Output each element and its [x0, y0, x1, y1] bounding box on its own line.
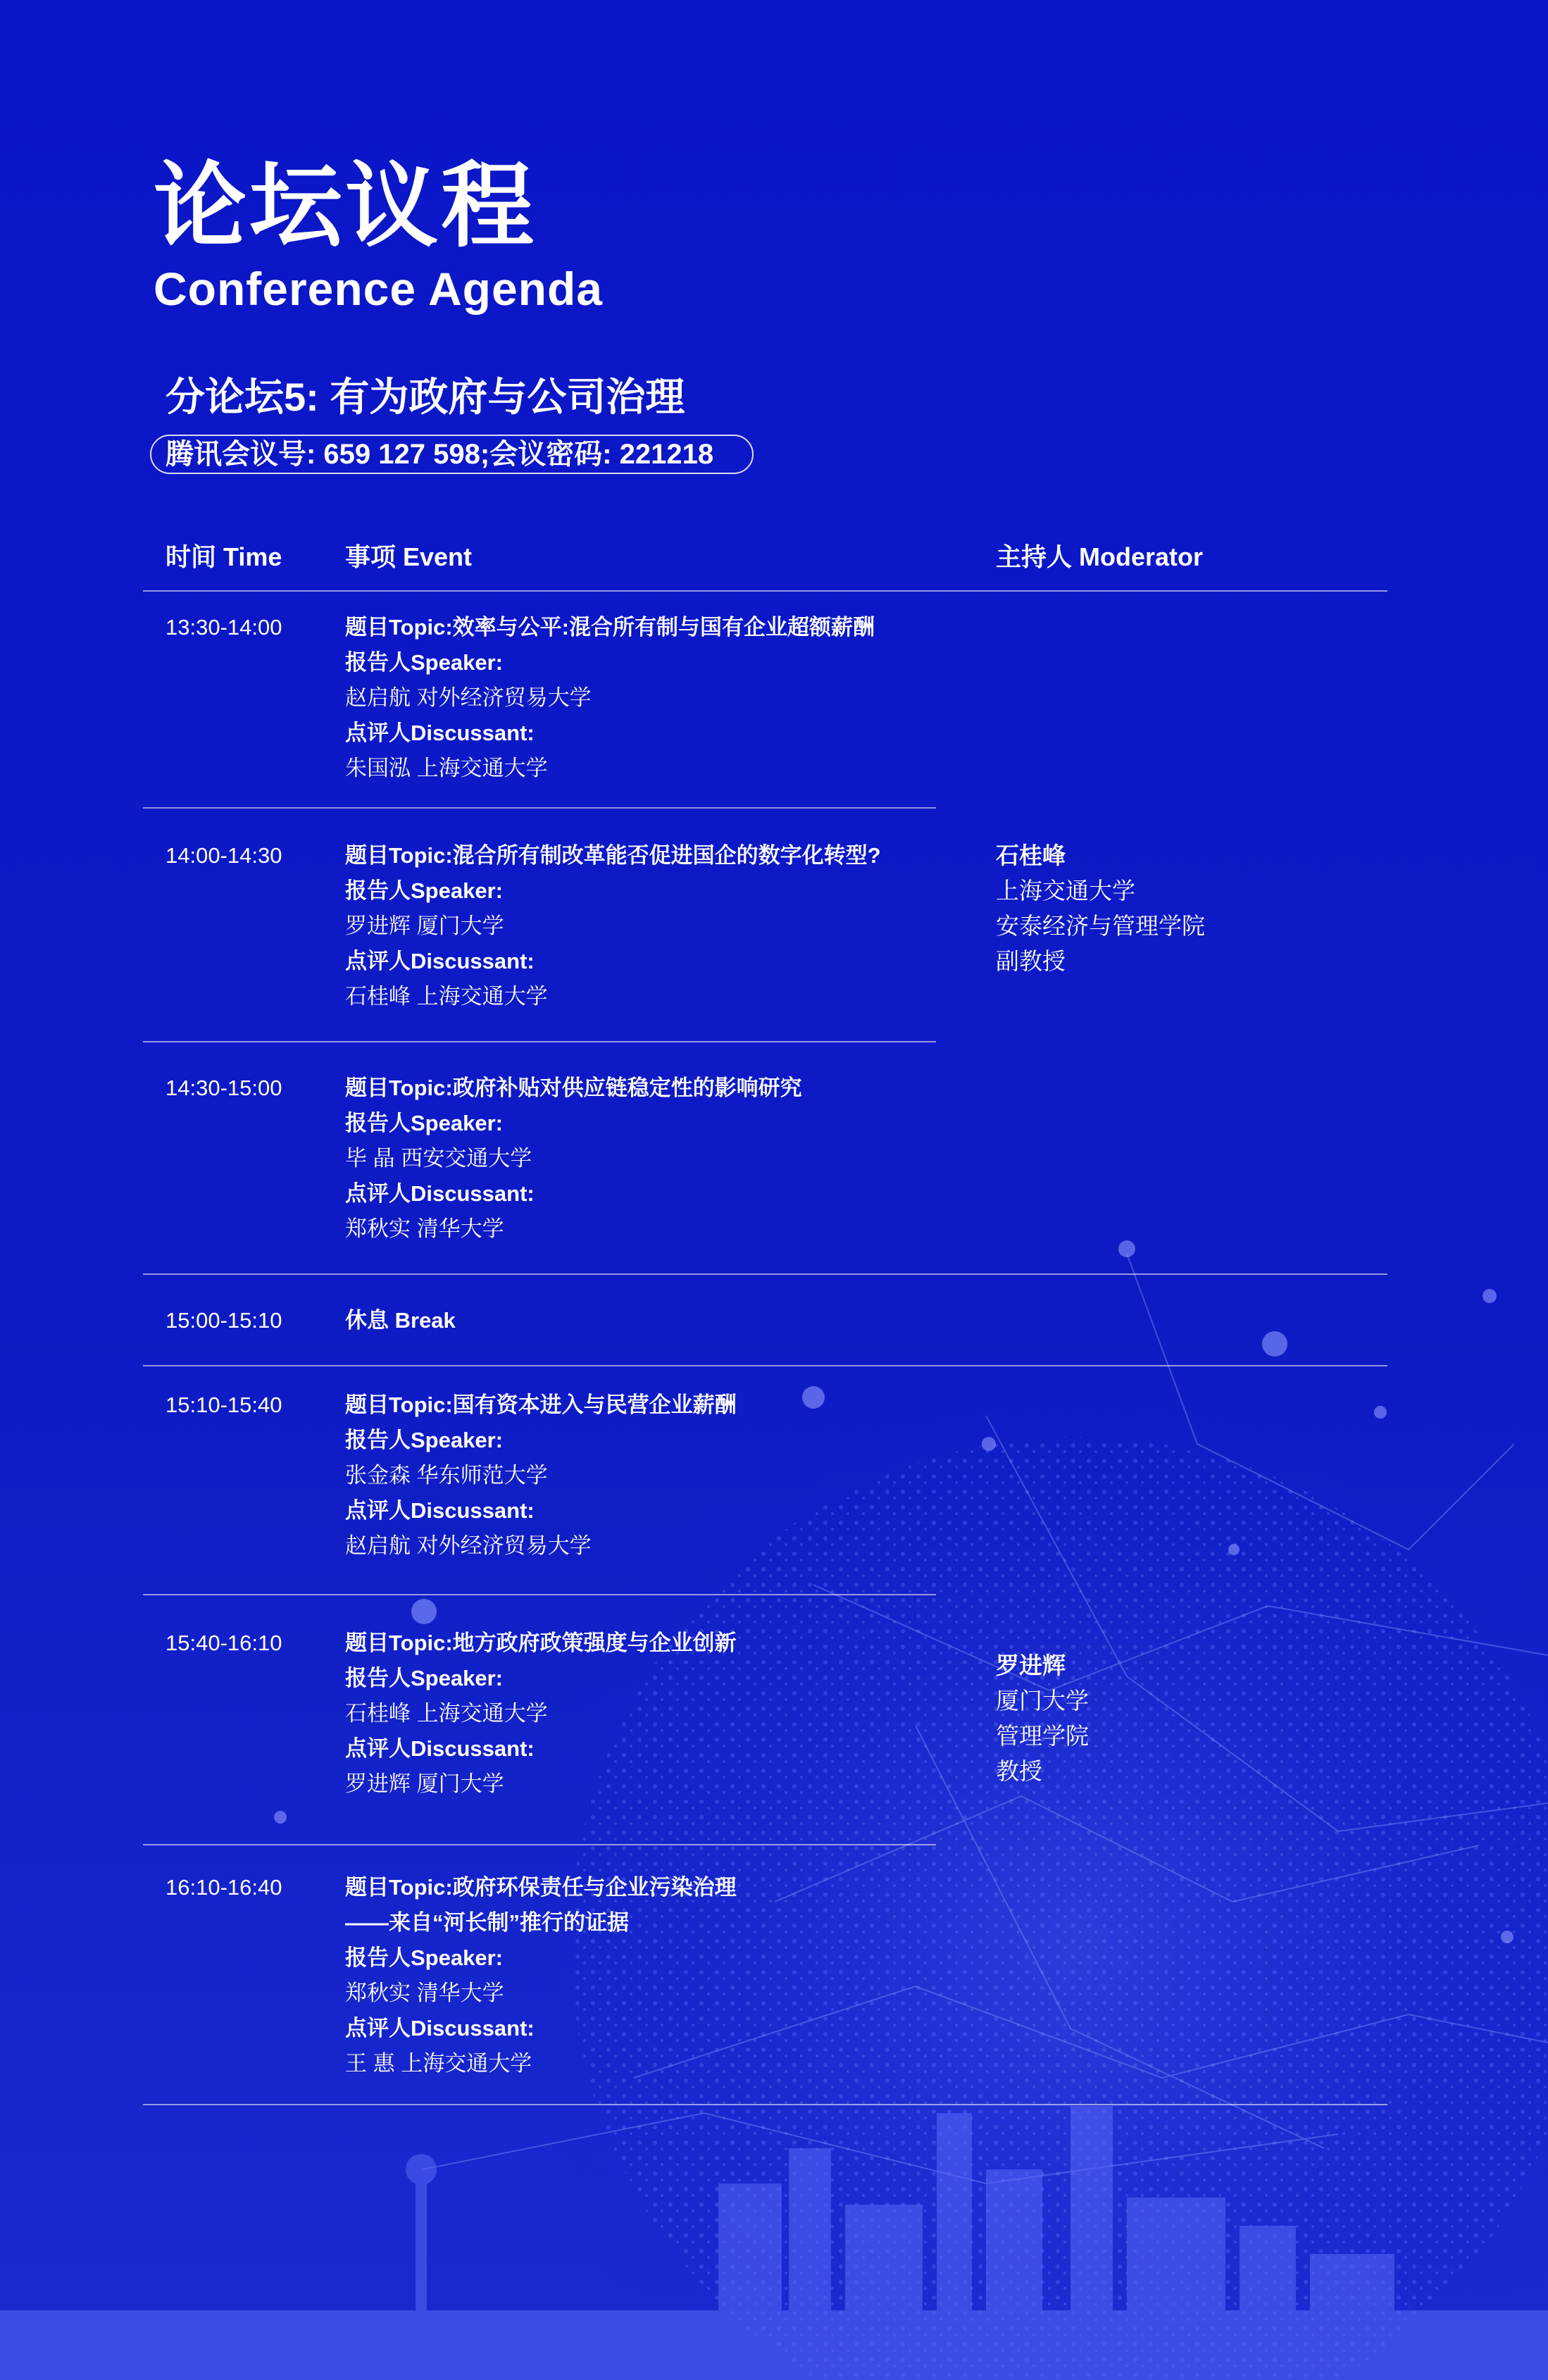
session-line: 张金森 华东师范大学	[345, 1463, 548, 1488]
row-divider	[143, 1844, 936, 1845]
moderator-name: 石桂峰	[996, 842, 1066, 868]
session-line: 郑秋实 清华大学	[345, 1981, 504, 2005]
session-line: 休息 Break	[345, 1308, 456, 1333]
moderator-affiliation: 管理学院	[996, 1723, 1089, 1749]
session-line: ——来自“河长制”推行的证据	[345, 1910, 629, 1935]
session-line: 点评人Discussant:	[345, 1736, 535, 1761]
session-event	[345, 1626, 737, 1802]
session-line: 郑秋实 清华大学	[345, 1216, 504, 1241]
session-line: 点评人Discussant:	[345, 1181, 535, 1206]
page-title: 论坛议程	[154, 154, 537, 258]
moderator-affiliation: 厦门大学	[996, 1688, 1089, 1714]
moderator-affiliation: 副教授	[996, 948, 1066, 974]
session-line: 题目Topic:地方政府政策强度与企业创新	[345, 1631, 737, 1655]
session-time: 14:00-14:30	[166, 843, 282, 868]
session-event	[345, 1303, 456, 1338]
row-divider	[143, 1365, 1387, 1366]
session-line: 点评人Discussant:	[345, 2016, 535, 2041]
session-line: 赵启航 对外经济贸易大学	[345, 1533, 592, 1558]
session-line: 题目Topic:国有资本进入与民营企业薪酬	[345, 1393, 737, 1417]
row-divider	[143, 1041, 936, 1042]
session-time: 15:40-16:10	[166, 1631, 282, 1655]
moderator-block	[996, 838, 1205, 979]
session-line: 报告人Speaker:	[345, 1428, 503, 1452]
session-line: 罗进辉 厦门大学	[345, 914, 504, 938]
session-line: 题目Topic:政府环保责任与企业污染治理	[345, 1875, 737, 1900]
meeting-info-pill: 腾讯会议号: 659 127 598;会议密码: 221218	[150, 435, 754, 474]
row-divider	[143, 1273, 1387, 1275]
session-time: 15:00-15:10	[166, 1308, 282, 1333]
session-line: 报告人Speaker:	[345, 1111, 503, 1135]
session-line: 报告人Speaker:	[345, 650, 503, 675]
page-subtitle: Conference Agenda	[154, 263, 604, 315]
session-time: 15:10-15:40	[166, 1393, 282, 1417]
session-line: 报告人Speaker:	[345, 878, 503, 903]
session-line: 点评人Discussant:	[345, 1498, 535, 1523]
session-event	[345, 838, 881, 1014]
session-time: 13:30-14:00	[166, 615, 282, 640]
row-divider	[143, 807, 936, 809]
session-line: 罗进辉 厦门大学	[345, 1771, 504, 1796]
moderator-block	[996, 1648, 1089, 1789]
session-line: 朱国泓 上海交通大学	[345, 756, 548, 780]
moderator-affiliation: 上海交通大学	[996, 878, 1135, 904]
header-divider	[143, 590, 1387, 592]
session-event	[345, 1870, 737, 2081]
session-line: 毕 晶 西安交通大学	[345, 1146, 532, 1171]
session-event	[345, 1071, 802, 1247]
session-line: 题目Topic:效率与公平:混合所有制与国有企业超额薪酬	[345, 615, 875, 640]
session-time: 14:30-15:00	[166, 1076, 282, 1100]
session-line: 石桂峰 上海交通大学	[345, 1701, 548, 1726]
session-line: 题目Topic:混合所有制改革能否促进国企的数字化转型?	[345, 843, 881, 868]
header-moderator: 主持人 Moderator	[996, 542, 1204, 571]
moderator-affiliation: 教授	[996, 1758, 1042, 1784]
session-line: 题目Topic:政府补贴对供应链稳定性的影响研究	[345, 1076, 802, 1100]
header-event: 事项 Event	[345, 542, 473, 571]
session-line: 报告人Speaker:	[345, 1666, 503, 1690]
forum-title: 分论坛5: 有为政府与公司治理	[166, 375, 685, 419]
session-line: 点评人Discussant:	[345, 949, 535, 973]
moderator-name: 罗进辉	[996, 1652, 1066, 1678]
row-divider	[143, 2104, 1387, 2105]
session-line: 报告人Speaker:	[345, 1945, 503, 1970]
session-event	[345, 1388, 737, 1564]
header-time: 时间 Time	[166, 542, 282, 571]
session-line: 石桂峰 上海交通大学	[345, 984, 548, 1009]
session-line: 赵启航 对外经济贸易大学	[345, 685, 592, 710]
session-line: 点评人Discussant:	[345, 721, 535, 745]
row-divider	[143, 1594, 936, 1595]
session-line: 王 惠 上海交通大学	[345, 2051, 532, 2076]
moderator-affiliation: 安泰经济与管理学院	[996, 913, 1205, 939]
session-time: 16:10-16:40	[166, 1875, 282, 1900]
session-event	[345, 610, 875, 786]
